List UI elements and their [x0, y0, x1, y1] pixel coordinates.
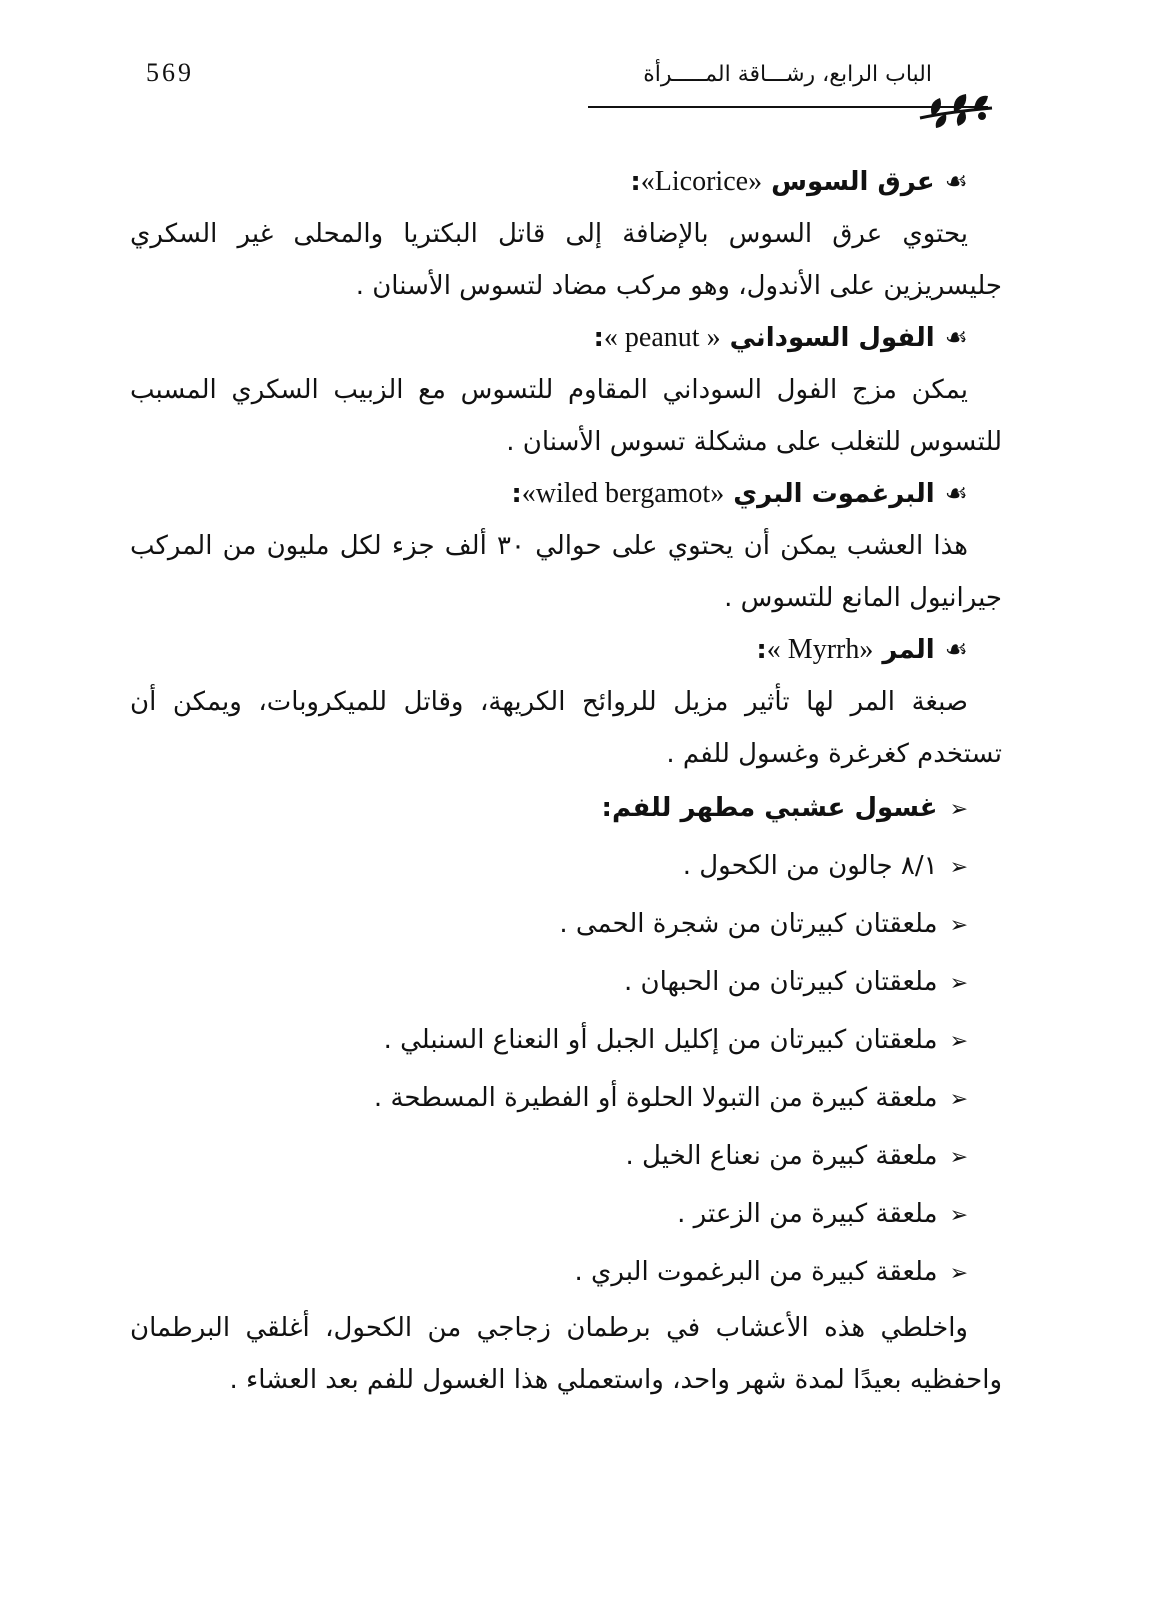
- fleuron-bullet-icon: ☙: [944, 635, 968, 665]
- list-item: [130, 954, 968, 1012]
- arrow-bullet-icon: ➢: [949, 797, 968, 822]
- heading-colon: :: [756, 635, 767, 665]
- arrow-bullet-icon: ➢: [949, 1029, 968, 1054]
- page-number: 569: [146, 58, 194, 87]
- section-heading-peanut: [130, 312, 968, 364]
- list-item: [130, 1244, 968, 1302]
- fleuron-bullet-icon: ☙: [944, 167, 968, 197]
- heading-latin: «Licorice»: [640, 166, 763, 197]
- mouthwash-ingredient-list: [130, 780, 968, 1302]
- page-body: [130, 156, 1002, 1406]
- section-heading-myrrh: [130, 624, 968, 676]
- closing-paragraph: واخلطي هذه الأعشاب في برطمان زجاجي من الكحول، أغلقي البرطمان واحفظيه بعيدًا لمدة شهر واحد، واستعملي هذا الغسول للفم بعد العشاء .: [130, 1313, 1002, 1395]
- list-item-text: ملعقة كبيرة من نعناع الخيل .: [625, 1141, 938, 1171]
- section-body-peanut: يمكن مزج الفول السوداني المقاوم للتسوس مع الزبيب السكري المسبب للتسوس للتغلب على مشكلة تسوس الأسنان .: [130, 375, 1002, 457]
- list-item: [130, 896, 968, 954]
- list-item: [130, 838, 968, 896]
- leaf-ornament-icon: [918, 88, 994, 130]
- arrow-bullet-icon: ➢: [949, 1203, 968, 1228]
- heading-colon: :: [511, 479, 522, 509]
- fleuron-bullet-icon: ☙: [944, 323, 968, 353]
- heading-latin: « peanut »: [603, 322, 721, 353]
- arrow-bullet-icon: ➢: [949, 1087, 968, 1112]
- list-item: [130, 1012, 968, 1070]
- list-item-text: ٨/١ جالون من الكحول .: [682, 851, 938, 881]
- heading-arabic: البرغموت البري: [733, 479, 935, 509]
- running-header: الباب الرابع، رشـــاقة المـــــرأة: [643, 62, 932, 87]
- section-body-wild-bergamot: هذا العشب يمكن أن يحتوي على حوالي ٣٠ ألف جزء لكل مليون من المركب جيرانيول المانع للتسوس .: [130, 531, 1002, 613]
- list-item-text: ملعقة كبيرة من التبولا الحلوة أو الفطيرة المسطحة .: [373, 1083, 938, 1113]
- section-body-licorice: يحتوي عرق السوس بالإضافة إلى قاتل البكتريا والمحلى غير السكري جليسريزين على الأندول، وهو مركب مضاد لتسوس الأسنان .: [130, 219, 1002, 301]
- list-item: [130, 1128, 968, 1186]
- heading-colon: :: [593, 323, 604, 353]
- list-item-text: ملعقتان كبيرتان من الحبهان .: [623, 967, 938, 997]
- list-item: [130, 1186, 968, 1244]
- list-item-text: ملعقتان كبيرتان من شجرة الحمى .: [559, 909, 938, 939]
- list-item-text: ملعقتان كبيرتان من إكليل الجبل أو النعناع السنبلي .: [383, 1025, 938, 1055]
- list-item: [130, 1070, 968, 1128]
- arrow-bullet-icon: ➢: [949, 855, 968, 880]
- arrow-bullet-icon: ➢: [949, 1145, 968, 1170]
- heading-arabic: عرق السوس: [771, 167, 935, 197]
- list-item-text: ملعقة كبيرة من الزعتر .: [677, 1199, 938, 1229]
- arrow-bullet-icon: ➢: [949, 971, 968, 996]
- list-title-item: [130, 780, 968, 838]
- section-heading-wild-bergamot: [130, 468, 968, 520]
- arrow-bullet-icon: ➢: [949, 1261, 968, 1286]
- heading-arabic: الفول السوداني: [729, 323, 935, 353]
- heading-latin: «wiled bergamot»: [521, 478, 725, 509]
- fleuron-bullet-icon: ☙: [944, 479, 968, 509]
- heading-latin: «Myrrh »: [766, 634, 874, 665]
- mouthwash-title: غسول عشبي مطهر للفم:: [601, 793, 938, 823]
- section-body-myrrh: صبغة المر لها تأثير مزيل للروائح الكريهة، وقاتل للميكروبات، ويمكن أن تستخدم كغرغرة وغسول للفم .: [130, 687, 1002, 769]
- heading-colon: :: [630, 167, 641, 197]
- arrow-bullet-icon: ➢: [949, 913, 968, 938]
- section-heading-licorice: [130, 156, 968, 208]
- list-item-text: ملعقة كبيرة من البرغموت البري .: [574, 1257, 938, 1287]
- heading-arabic: المر: [882, 635, 935, 665]
